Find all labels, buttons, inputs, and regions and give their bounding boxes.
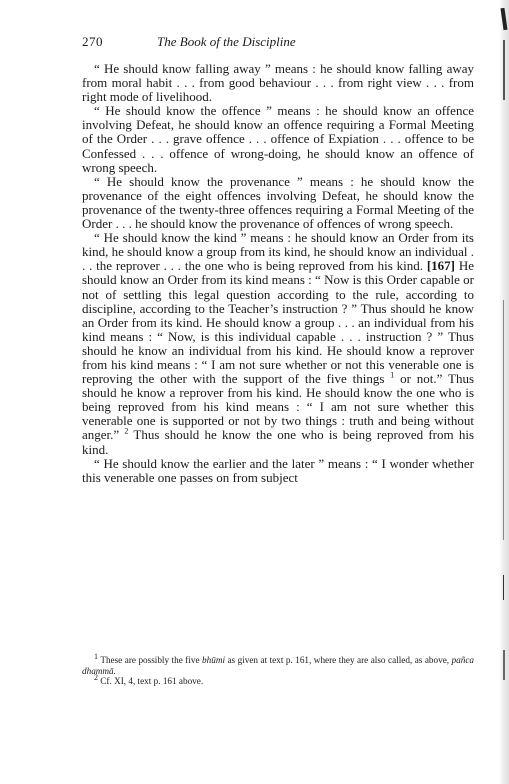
footnote-2-text: Cf. XI, 4, text p. 161 above. (100, 676, 204, 687)
body-text (82, 62, 474, 485)
paragraph-kind-part-b: He should know an Order from its kind means : “ Now is this Order capable or not of settling this legal question according to the rule, according to discipline, according to the Teacher’s instruction ? ” Thus should he know an Order from its kind. He should know a group . . . an individual from his kind means : “ Now, is this individual capable . . . instruction ? ” Thus should he know an individual from his kind. He should know a reprover from his kind means : “ I am not sure whether or not this venerable one is reproving the other with the support of the five things (82, 258, 475, 387)
scan-edge-mark (503, 575, 504, 600)
footnote-marker-2: 2 (124, 427, 129, 437)
footnote-1-text-a: These are possibly the five (100, 655, 200, 665)
paragraph-kind (82, 231, 474, 457)
scan-edge-mark (503, 300, 504, 540)
paragraph-falling-away: “ He should know falling away ” means : he should know falling away from moral habit . . . from good behaviour . . . from right view . . . from right mode of livelihood. (82, 61, 474, 105)
footnote-2-mark: 2 (94, 673, 98, 683)
footnote-1 (82, 651, 475, 676)
text-reference-mark: [167] (426, 258, 456, 274)
paragraph-kind-part-d: Thus should he know the one who is being reproved from his kind. (82, 427, 475, 457)
paragraph-offence: “ He should know the offence ” means : he should know an offence involving Defeat, he should know an offence requiring a Formal Meeting of the Order . . . grave offence . . . offence of Expiation . . . offence to be Confessed . . . offence of wrong-doing, he should know an offence of wrong speech. (82, 103, 474, 175)
scan-edge-mark (503, 650, 505, 680)
running-title: The Book of the Discipline (157, 34, 296, 49)
page-number: 270 (82, 34, 103, 49)
paragraph-kind-part-c: or not.” Thus should he know a reprover from his kind. He should know the one who is being reproved from his kind means : “ I am not sure whether this venerable one is supported or not by two things : truth and being without anger.” (82, 371, 475, 443)
paragraph-provenance: “ He should know the provenance ” means : he should know the provenance of the eight offences involving Defeat, he should know the provenance of the twenty-three offences requiring a Formal Meeting of the Order . . . he should know the provenance of offences of wrong speech. (82, 173, 474, 232)
paragraph-kind-part-a: “ He should know the kind ” means : he should know an Order from its kind, he should know a group from its kind, he should know an individual . . . the reprover . . . the one who is being reproved from his kind. (82, 230, 474, 274)
footnote-2 (82, 673, 474, 687)
footnote-marker-1: 1 (390, 370, 395, 380)
footnote-1-term-bhumi: bhūmi (202, 655, 225, 665)
scan-edge-mark (503, 40, 505, 100)
footnote-1-text-b: as given at text p. 161, where they are also called, as above, (227, 655, 450, 665)
footnote-1-term-panca-dhamma: pañca dhammā. (82, 655, 475, 676)
footnotes (82, 651, 475, 687)
page-header (82, 34, 472, 50)
paragraph-earlier-later: “ He should know the earlier and the later ” means : “ I wonder whether this venerable one passes on from subject (82, 455, 474, 485)
footnote-1-mark: 1 (94, 651, 98, 661)
